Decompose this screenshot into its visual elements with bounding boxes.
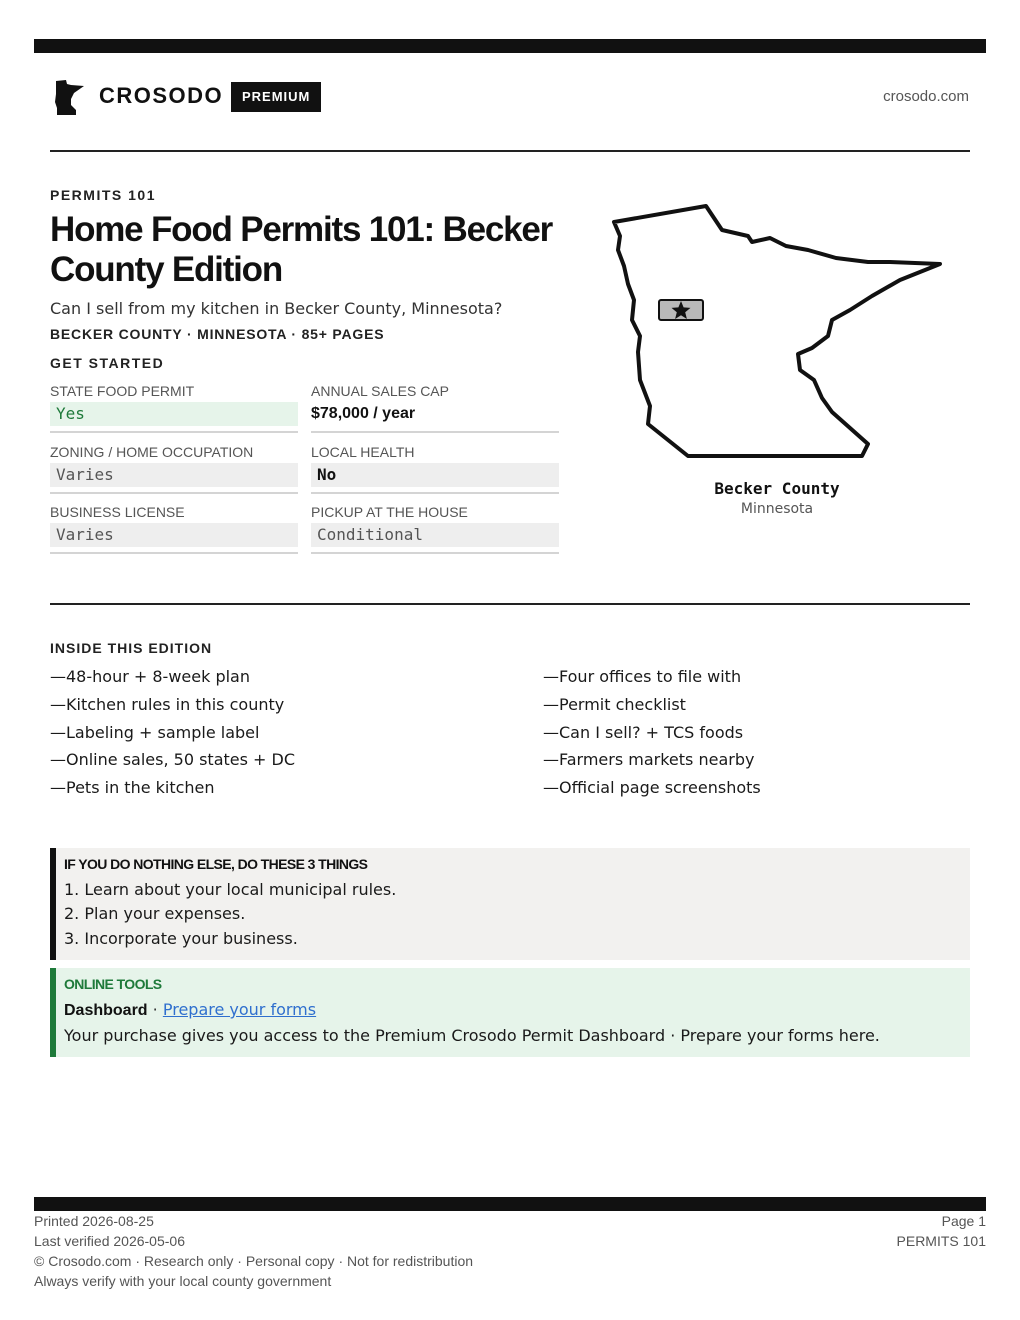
callout-item: 3. Incorporate your business. <box>64 929 298 948</box>
printed-date: Printed 2026-08-25 <box>34 1213 154 1229</box>
field-value: Varies <box>50 463 298 487</box>
toc-item: —Pets in the kitchen <box>50 778 215 798</box>
toc-item: —Official page screenshots <box>543 778 761 798</box>
online-tools-callout <box>50 968 970 1057</box>
bottom-bar <box>34 1197 986 1211</box>
section-divider <box>50 603 970 605</box>
toc-item: —Kitchen rules in this county <box>50 694 285 714</box>
callout-item: 2. Plan your expenses. <box>64 904 246 923</box>
pickup-field <box>311 504 559 554</box>
dashboard-description: Your purchase gives you access to the Premium Crosodo Permit Dashboard · Prepare your forms here. <box>64 1026 880 1045</box>
toc-item: —48-hour + 8-week plan <box>50 667 250 686</box>
local-health-field <box>311 444 559 494</box>
field-label: STATE FOOD PERMIT <box>50 383 195 399</box>
field-value: Conditional <box>311 523 559 547</box>
field-label: ANNUAL SALES CAP <box>311 383 449 399</box>
page-title: Home Food Permits 101: Becker County Edition <box>50 210 553 289</box>
section-eyebrow: PERMITS 101 <box>50 187 156 203</box>
field-label: ZONING / HOME OCCUPATION <box>50 444 254 460</box>
must-do-callout <box>50 848 970 960</box>
field-value: Yes <box>50 402 298 426</box>
top-bar <box>34 39 986 53</box>
page-header <box>50 78 970 118</box>
state-food-permit-field <box>50 383 298 433</box>
premium-badge: PREMIUM <box>231 82 321 112</box>
field-label: LOCAL HEALTH <box>311 444 415 460</box>
field-value: No <box>311 463 559 487</box>
verified-date: Last verified 2026-05-06 <box>34 1233 185 1249</box>
toc-item: —Farmers markets nearby <box>543 750 755 770</box>
field-label: PICKUP AT THE HOUSE <box>311 504 468 520</box>
toc-item: —Permit checklist <box>543 694 686 714</box>
verify-note: Always verify with your local county government <box>34 1273 332 1289</box>
county-name: Becker County <box>714 479 840 498</box>
toc-item: —Labeling + sample label <box>50 722 260 742</box>
dashboard-line <box>64 1000 316 1020</box>
toc-item: —Four offices to file with <box>543 667 742 686</box>
callout-heading: ONLINE TOOLS <box>64 976 162 992</box>
toc-heading: INSIDE THIS EDITION <box>50 640 213 656</box>
business-license-field <box>50 504 298 554</box>
prepare-forms-link[interactable]: Prepare your forms <box>162 1000 317 1019</box>
toc-list-left <box>50 665 295 804</box>
state-outline <box>614 206 940 456</box>
toc-list-right <box>543 665 761 804</box>
zoning-field <box>50 444 298 494</box>
header-divider <box>50 150 970 152</box>
get-started-heading: GET STARTED <box>50 355 165 371</box>
minnesota-logo-icon <box>54 80 84 116</box>
copyright-notice: © Crosodo.com · Research only · Personal copy · Not for redistribution <box>34 1253 474 1269</box>
separator: · <box>147 1000 163 1019</box>
site-url[interactable]: crosodo.com <box>883 88 969 105</box>
dashboard-label: Dashboard <box>64 1002 148 1019</box>
field-value: $78,000 / year <box>311 405 416 422</box>
page-number: Page 1 <box>941 1213 986 1229</box>
callout-item: 1. Learn about your local municipal rules. <box>64 880 397 899</box>
field-label: BUSINESS LICENSE <box>50 504 185 520</box>
minnesota-map <box>600 198 952 468</box>
annual-sales-cap-field <box>311 383 559 433</box>
page-subtitle: Can I sell from my kitchen in Becker County, Minnesota? <box>50 299 503 318</box>
callout-heading: IF YOU DO NOTHING ELSE, DO THESE 3 THINGS <box>64 856 368 872</box>
toc-item: —Online sales, 50 states + DC <box>50 750 296 770</box>
county-state: Minnesota <box>740 501 814 517</box>
field-value: Varies <box>50 523 298 547</box>
footer-section: PERMITS 101 <box>896 1233 986 1249</box>
edition-meta: BECKER COUNTY · MINNESOTA · 85+ PAGES <box>50 326 385 342</box>
brand-name: CROSODO <box>99 83 224 108</box>
toc-item: —Can I sell? + TCS foods <box>543 722 744 742</box>
